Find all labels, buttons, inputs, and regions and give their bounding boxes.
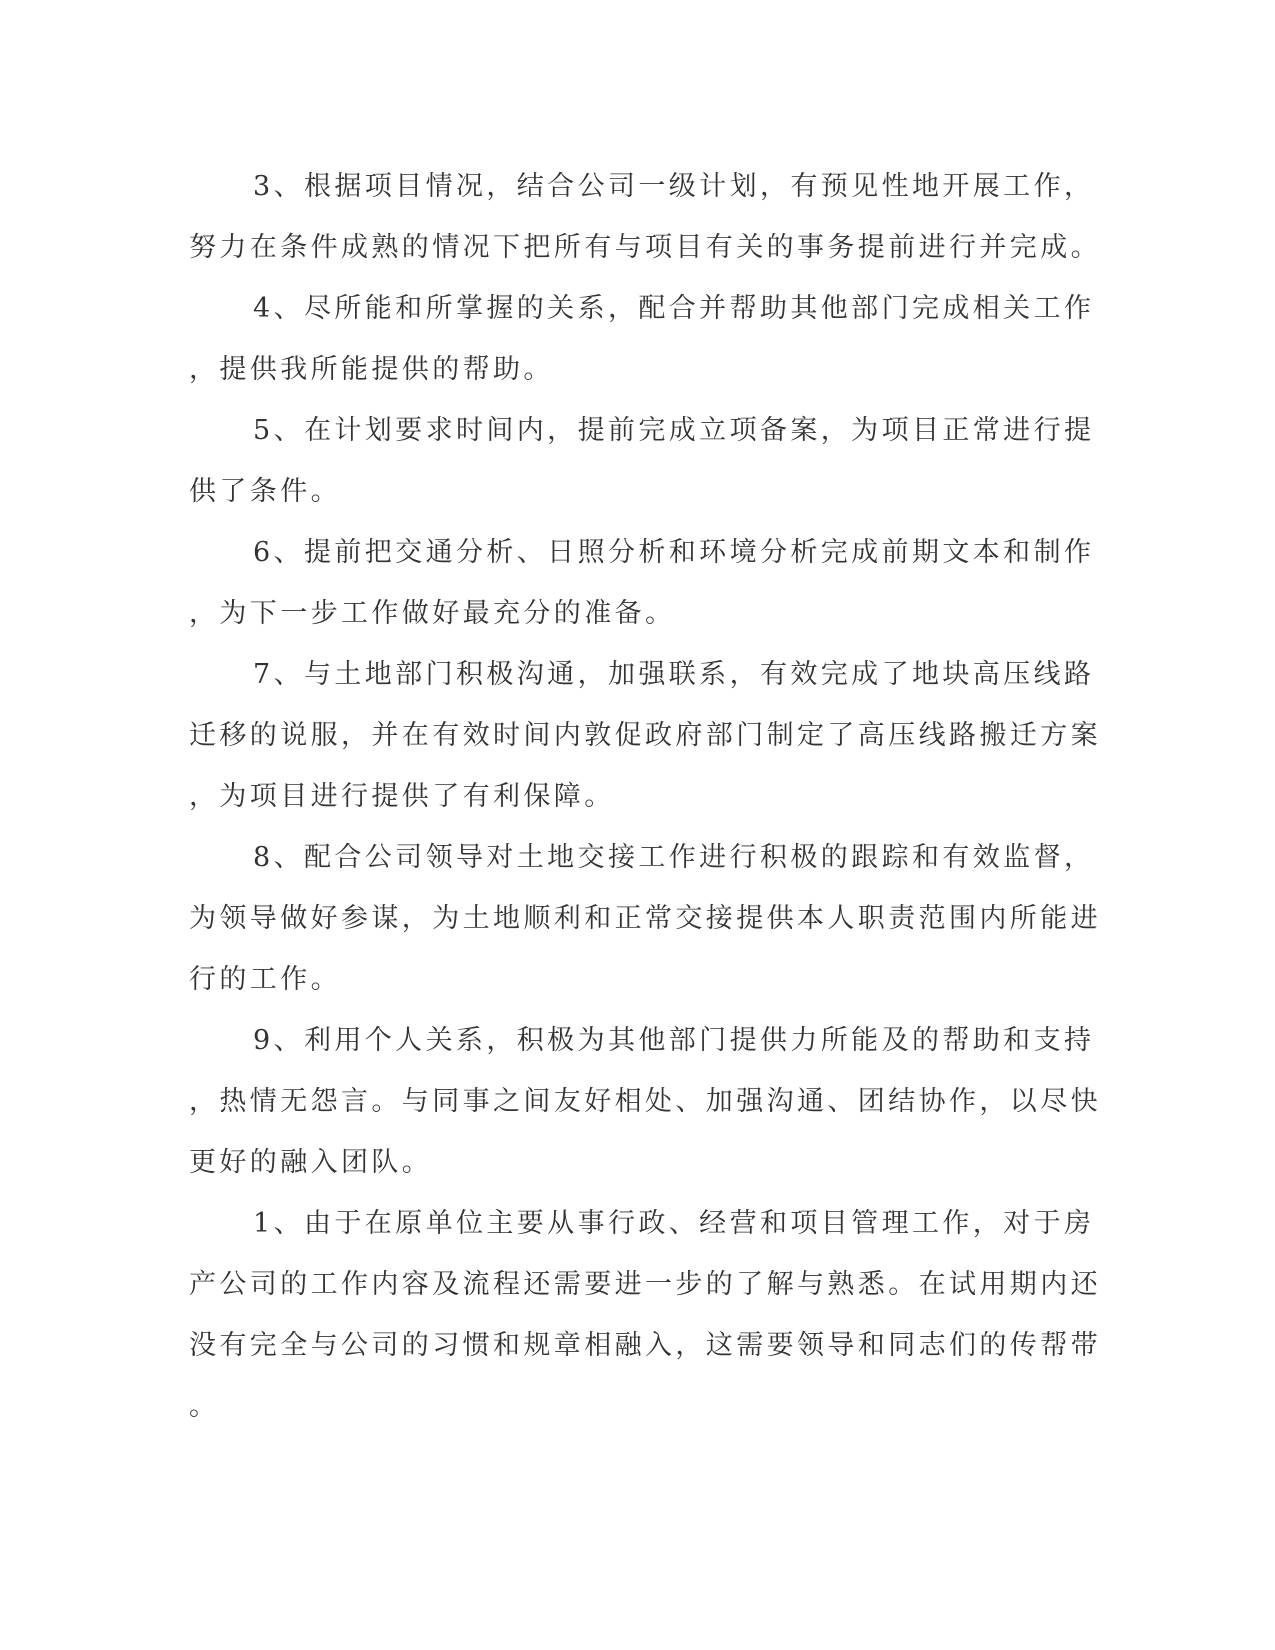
paragraph-line: 产公司的工作内容及流程还需要进一步的了解与熟悉。在试用期内还 bbox=[189, 1269, 1101, 1300]
paragraph-item-3 bbox=[189, 156, 1101, 278]
paragraph-item-8 bbox=[189, 827, 1101, 1010]
paragraph-line: ，热情无怨言。与同事之间友好相处、加强沟通、团结协作，以尽快 bbox=[189, 1086, 1101, 1117]
paragraph-item-4 bbox=[189, 278, 1095, 400]
paragraph-item-9 bbox=[189, 1010, 1101, 1193]
paragraph-item-7 bbox=[189, 644, 1101, 827]
paragraph-line: ，为项目进行提供了有利保障。 bbox=[189, 781, 615, 812]
paragraph-line: 更好的融入团队。 bbox=[189, 1147, 433, 1178]
paragraph-line: 6、提前把交通分析、日照分析和环境分析完成前期文本和制作 bbox=[253, 537, 1095, 568]
paragraph-line: 没有完全与公司的习惯和规章相融入，这需要领导和同志们的传帮带 bbox=[189, 1330, 1101, 1361]
paragraph-line: 为领导做好参谋，为土地顺利和正常交接提供本人职责范围内所能进 bbox=[189, 903, 1101, 934]
paragraph-item-1 bbox=[189, 1193, 1101, 1437]
paragraph-line: ，为下一步工作做好最充分的准备。 bbox=[189, 598, 676, 629]
paragraph-line: 行的工作。 bbox=[189, 964, 341, 995]
paragraph-line: 7、与土地部门积极沟通，加强联系，有效完成了地块高压线路 bbox=[253, 659, 1095, 690]
document-body bbox=[189, 156, 1101, 1437]
paragraph-line: 供了条件。 bbox=[189, 476, 341, 507]
paragraph-line: 9、利用个人关系，积极为其他部门提供力所能及的帮助和支持 bbox=[253, 1025, 1095, 1056]
paragraph-line: 3、根据项目情况，结合公司一级计划，有预见性地开展工作， bbox=[253, 171, 1095, 202]
paragraph-item-5 bbox=[189, 400, 1095, 522]
paragraph-line: 8、配合公司领导对土地交接工作进行积极的跟踪和有效监督， bbox=[253, 842, 1095, 873]
paragraph-line: ，提供我所能提供的帮助。 bbox=[189, 354, 554, 385]
paragraph-line: 迁移的说服，并在有效时间内敦促政府部门制定了高压线路搬迁方案 bbox=[189, 720, 1101, 751]
paragraph-line: 努力在条件成熟的情况下把所有与项目有关的事务提前进行并完成。 bbox=[189, 232, 1101, 263]
paragraph-line: 5、在计划要求时间内，提前完成立项备案，为项目正常进行提 bbox=[253, 415, 1095, 446]
paragraph-item-6 bbox=[189, 522, 1095, 644]
paragraph-line: 1、由于在原单位主要从事行政、经营和项目管理工作，对于房 bbox=[253, 1208, 1095, 1239]
paragraph-line: 4、尽所能和所掌握的关系，配合并帮助其他部门完成相关工作 bbox=[253, 293, 1095, 324]
paragraph-line: 。 bbox=[189, 1391, 220, 1422]
